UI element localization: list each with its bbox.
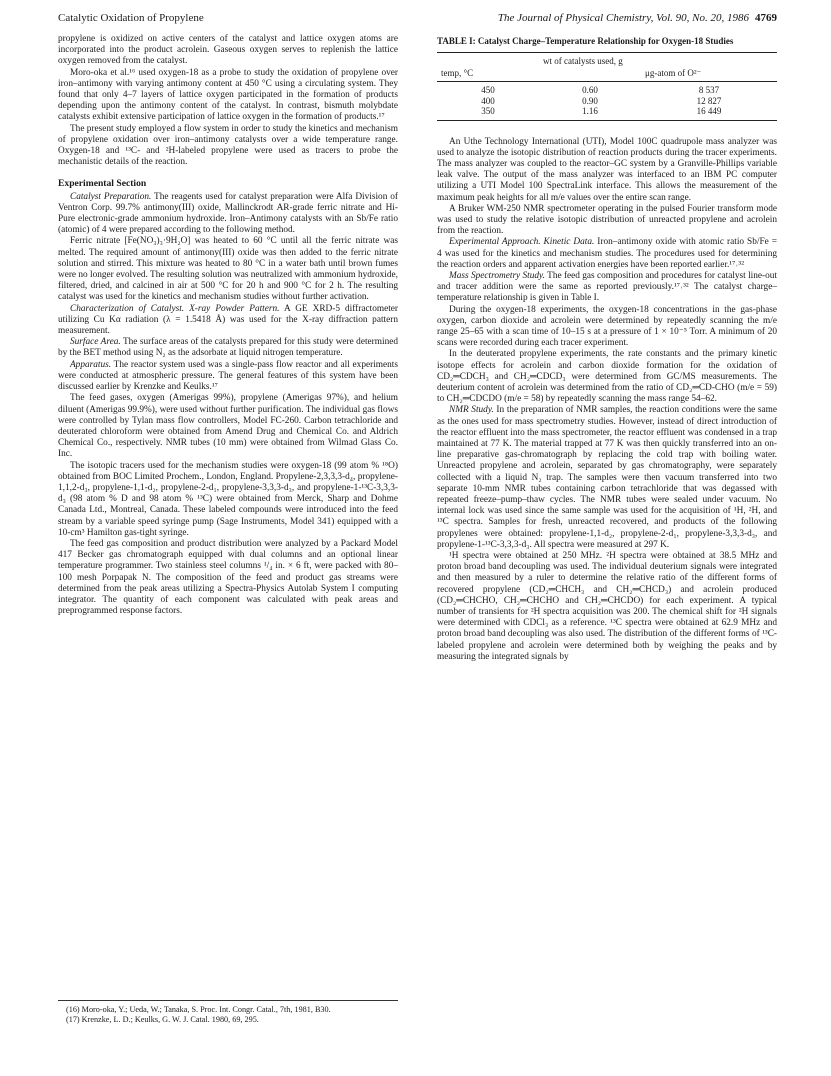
paragraph-text: A Bruker WM-250 NMR spectrometer operating in the pulsed Fourier transform mode was used to study the relative isotopic distribution of unreacted propylene and acrolein from the reaction. [437, 203, 777, 237]
table-cell: 12 827 [696, 95, 722, 106]
footnotes [58, 1000, 398, 1025]
page-number: 4769 [755, 12, 777, 24]
table-body [437, 82, 777, 121]
paragraph [58, 539, 398, 617]
paragraph-text: During the oxygen-18 experiments, the oxygen-18 concentrations in the gas-phase oxygen, carbon dioxide and acrolein were determined by repeatedly scanning the m/e range 25–65 with a scan time of 10–15 s at a pressure of 1 × 10⁻⁵ Torr. A minimum of 20 scans were recorded during each tracer experiment. [437, 304, 777, 349]
paragraph-text: The feed gases, oxygen (Amerigas 99%), propylene (Amerigas 97%), and helium diluent (Amerigas 99.9%), were used without further purification. The individual gas flows were controlled by Tylan mass flow controllers, Model FC-260. Carbon tetrachloride and deuterated chloroform were obtained from Amend Drug and Chemical Co. and Aldrich Chemical Co., respectively. NMR tubes (10 mm) were obtained from Wilmad Glass Co. Inc. [58, 393, 398, 460]
column-header [437, 53, 539, 68]
footnote: (16) Moro-oka, Y.; Ueda, W.; Tanaka, S. Proc. Int. Congr. Catal., 7th, 1981, B30. [66, 1005, 331, 1014]
paragraph [437, 137, 777, 204]
paragraph-text: A GE XRD-5 diffractometer utilizing Cu Kα radiation (λ = 1.5418 Å) was used for the X-ray diffraction pattern measurement. [58, 303, 399, 337]
right-column [437, 34, 777, 663]
runin-heading: Surface Area. [70, 337, 121, 348]
table-cell: 16 449 [641, 106, 777, 120]
paragraph-text: ¹H spectra were obtained at 250 MHz. ²H spectra were obtained at 38.5 MHz and proton broad band decoupling was used. The individual deuterium signals were integrated and then measured by a ruler to determine the relative ratio of the different forms of recovered propylene (CD₂═CHCH₃ and CH₂═CHCD₃) and acrolein produced (CD₂═CHCHO, CH₂═CHCHO and CH₂═CHCDO) for each experiment. A typical number of transients for ²H spectra acquisition was 200. The chemical shift for ²H signals were determined with CDCl₃ as a reference. ¹³C spectra were obtained at 62.9 MHz and proton broad band decoupling was also used. The distribution of the different forms of ¹³C-labeled propylene and acrolein were determined both by weighing the peaks and by measuring the integrated signals by [437, 551, 777, 662]
paragraph-text: The reagents used for catalyst preparation were Alfa Division of Ventron Corp. 99.7% antimony(III) oxide, Mallinckrodt AR-grade ferric nitrate and Hi-Pure electronic-grade ammonium hydroxide. Iron–Antimony catalysts with an Sb/Fe ratio (atomic) of 4 were prepared according to the following method. [58, 191, 398, 236]
section-heading: Experimental Section [58, 178, 147, 190]
paragraph [58, 236, 398, 303]
paragraph-text: An Uthe Technology International (UTI), Model 100C quadrupole mass analyzer was used to analyze the isotopic distribution of reaction products during the tracer experiments. The mass analyzer was coupled to the reactor–GC system by a Granville-Phillips variable leak valve. The output of the mass analyzer was interfaced to an IBM PC computer utilizing a UTI Model 100 SpectraLink interface. This allows the measurement of the maximum peak heights for all m/e values over the entire scan range. [437, 136, 777, 203]
paragraph: The present study employed a flow system in order to study the kinetics and mechanism of propylene oxidation over iron–antimony catalysts over a wide temperature range. Oxygen-18 and ¹³C- and ²H-labeled propylene were used as tracers to probe the mechanistic details of the reaction. [58, 123, 398, 168]
table-cell: 350 [437, 106, 539, 120]
journal-citation [498, 10, 777, 26]
paragraph-text: The surface areas of the catalysts prepared for this study were determined by the BET method using N₂ as the adsorbate at liquid nitrogen temperature. [58, 337, 398, 359]
paragraph [437, 305, 777, 350]
paragraph [58, 393, 398, 460]
table-cell: 1.16 [539, 106, 641, 120]
table-row [437, 106, 777, 120]
paragraph-text: The reactor system used was a single-pass flow reactor and all experiments were conducted at atmospheric pressure. The general features of this system have been discussed earlier by Krenzke and Keulks.¹⁷ [58, 359, 398, 393]
paragraph [58, 304, 398, 338]
table-caption-text: Catalyst Charge–Temperature Relationship for Oxygen-18 Studies [477, 36, 734, 46]
left-column [58, 34, 398, 617]
runin-heading: NMR Study. [449, 405, 494, 416]
table-caption [437, 36, 777, 47]
paragraph [58, 192, 398, 237]
paragraph-text: The feed gas composition and product distribution were analyzed by a Packard Model 417 Becker gas chromatograph equipped with dual columns and an optional linear temperature programmer. Two stainless steel columns ¹/₄ in. × 6 ft, were packed with 80–100 mesh Porpapak N. The composition of the feed and product gas streams were determined from the peak areas utilizing a Spectra-Physics Autolab System I computing integrator. The quantity of each component was calculated with peak areas and preprogrammed response factors. [58, 538, 398, 617]
paragraph: propylene is oxidized on active centers of the catalyst and lattice oxygen atoms are incorporated into the product acrolein. Gaseous oxygen serves to replenish the lattice oxygen removed from the catalyst. [58, 34, 398, 67]
footnote: (17) Krenzke, L. D.; Keulks, G. W. J. Catal. 1980, 69, 295. [66, 1015, 259, 1024]
column-header [641, 53, 777, 68]
table-cell: 8 537 [698, 85, 720, 95]
paragraph [58, 337, 398, 359]
paragraph [437, 204, 777, 238]
paragraph-text: Ferric nitrate [Fe(NO₃)₃·9H₂O] was heated to 60 °C until all the ferric nitrate was melted. The required amount of antimony(III) oxide was then added to the ferric nitrate solution and stirred. This mixture was heated to 80 °C in a water bath until brown fumes were no longer evolved. The resulting solution was neutralized with ammonium hydroxide, filtered, dried, and calcined in air at 500 °C for 20 h and 900 °C for 2 h. The resulting catalyst was used for the kinetics and mechanism studies without further activation. [58, 236, 398, 303]
journal-name: The Journal of Physical Chemistry, Vol. 90, No. 20, 1986 [497, 12, 749, 24]
table-row [437, 82, 777, 96]
paragraph [58, 461, 398, 539]
right-paragraphs [437, 137, 777, 664]
paragraph [58, 360, 398, 394]
paragraph-text: The isotopic tracers used for the mechanism studies were oxygen-18 (99 atom % ¹⁸O) obtained from BOC Limited Prochem., London, England. Propylene-2,3,3,3-d₄, propylene-1,1,2-d₃, propylene-1,1-d₂, propylene-2-d₁, propylene-3,3,3-d₃, and propylene-1-¹³C-3,3,3-d₃ (98 atom % D and 98 atom % ¹³C) were obtained from Merck, Sharp and Dohme Canada Ltd., Montreal, Canada. These labeled compounds were introduced into the feed stream by a variable speed syringe pump (Sage Instruments, Model 341) equipped with a 10-cm³ Hamilton gas-tight syringe. [58, 460, 398, 538]
column-header-spacer [539, 67, 641, 82]
table-cell: 0.90 [582, 95, 598, 106]
table-cell: 450 [481, 85, 495, 95]
table-label: TABLE I: [437, 36, 476, 46]
paragraph [437, 405, 777, 551]
column-header: temp, °C [437, 67, 539, 82]
runin-heading: Mass Spectrometry Study. [449, 270, 545, 281]
paragraph-text: In the preparation of NMR samples, the reaction conditions were the same as the ones used for mass spectrometry studies. However, instead of direct introduction of the reactor effluent into the mass spectrometer, the reactor effluent was condensed in a trap maintained at 77 K. The material trapped at 77 K was then quickly transferred into an on-line preparative gas-chromatograph by replacing the cold trap with boiling water. Unreacted propylene and acrolein, separated by gas chromatography, were separately collected with a liquid N₂ trap. The samples were then vacuum transferred into two separate 10-mm NMR tubes containing carbon tetrachloride that was degassed with repeated freeze–pump–thaw cycles. The NMR tubes were sealed under vacuum. No internal lock was used since the same sample was used for the acquisition of ¹H, ²H, and ¹³C spectra. Samples for fresh, unreacted recovered, and products of the following propylenes were obtained: propylene-1,1-d₂, propylene-2-d₁, propylene-3,3,3-d₃, and propylene-1-¹³C-3,3,3-d₃. All spectra were measured at 297 K. [437, 405, 777, 550]
table-cell: 400 [481, 95, 495, 106]
paragraph [437, 271, 777, 305]
column-header: μg-atom of O²⁻ [641, 67, 777, 82]
runin-heading: Apparatus. [70, 359, 112, 370]
table-row [437, 96, 777, 107]
column-header: wt of catalysts used, g [539, 53, 641, 68]
paragraph-text: In the deuterated propylene experiments, the rate constants and the primary kinetic isotope effects for acrolein and carbon dioxide formation for the oxidation of CD₂═CDCH₃ and CH₂═CDCD₃ were determined from GC/MS measurements. The deuterium content of acrolein was determined from the ratio of CD₂═CD-CHO (m/e = 59) to CH₂═CDCDO (m/e = 58) by repeatedly scanning the mass range 54–62. [437, 349, 777, 405]
runin-heading: Catalyst Preparation. [70, 191, 152, 202]
paragraph-text: Iron–antimony oxide with atomic ratio Sb/Fe = 4 was used for the kinetics and mechanism studies. The procedures used for determining the reaction orders and apparent activation energies have been reported earlier.¹⁷˒³² [437, 237, 777, 270]
table-grid [437, 52, 777, 121]
paragraph-text: The feed gas composition and procedures for catalyst line-out and tracer addition were the same as reported previously.¹⁷˒³² The catalyst charge–temperature relationship is given in Table I. [437, 270, 778, 304]
table-1 [437, 36, 777, 121]
paragraph [437, 551, 777, 663]
runin-heading: Experimental Approach. Kinetic Data. [449, 237, 595, 248]
paragraph [437, 349, 777, 405]
runin-heading: Characterization of Catalyst. X-ray Powder Pattern. [70, 303, 280, 314]
paragraph [437, 237, 777, 271]
running-title: Catalytic Oxidation of Propylene [58, 12, 204, 24]
table-cell: 0.60 [582, 85, 598, 95]
paragraph: Moro-oka et al.¹⁶ used oxygen-18 as a probe to study the oxidation of propylene over iron–antimony with varying antimony content at 450 °C using a circulating system. They found that only 4–7 layers of lattice oxygen participated in the formation of products depending upon the antimony content of the catalyst. In contrast, bismuth molybdate catalysts exhibit extensive participation of lattice oxygen in the formation of products.¹⁷ [58, 67, 398, 123]
page-header [58, 10, 777, 26]
